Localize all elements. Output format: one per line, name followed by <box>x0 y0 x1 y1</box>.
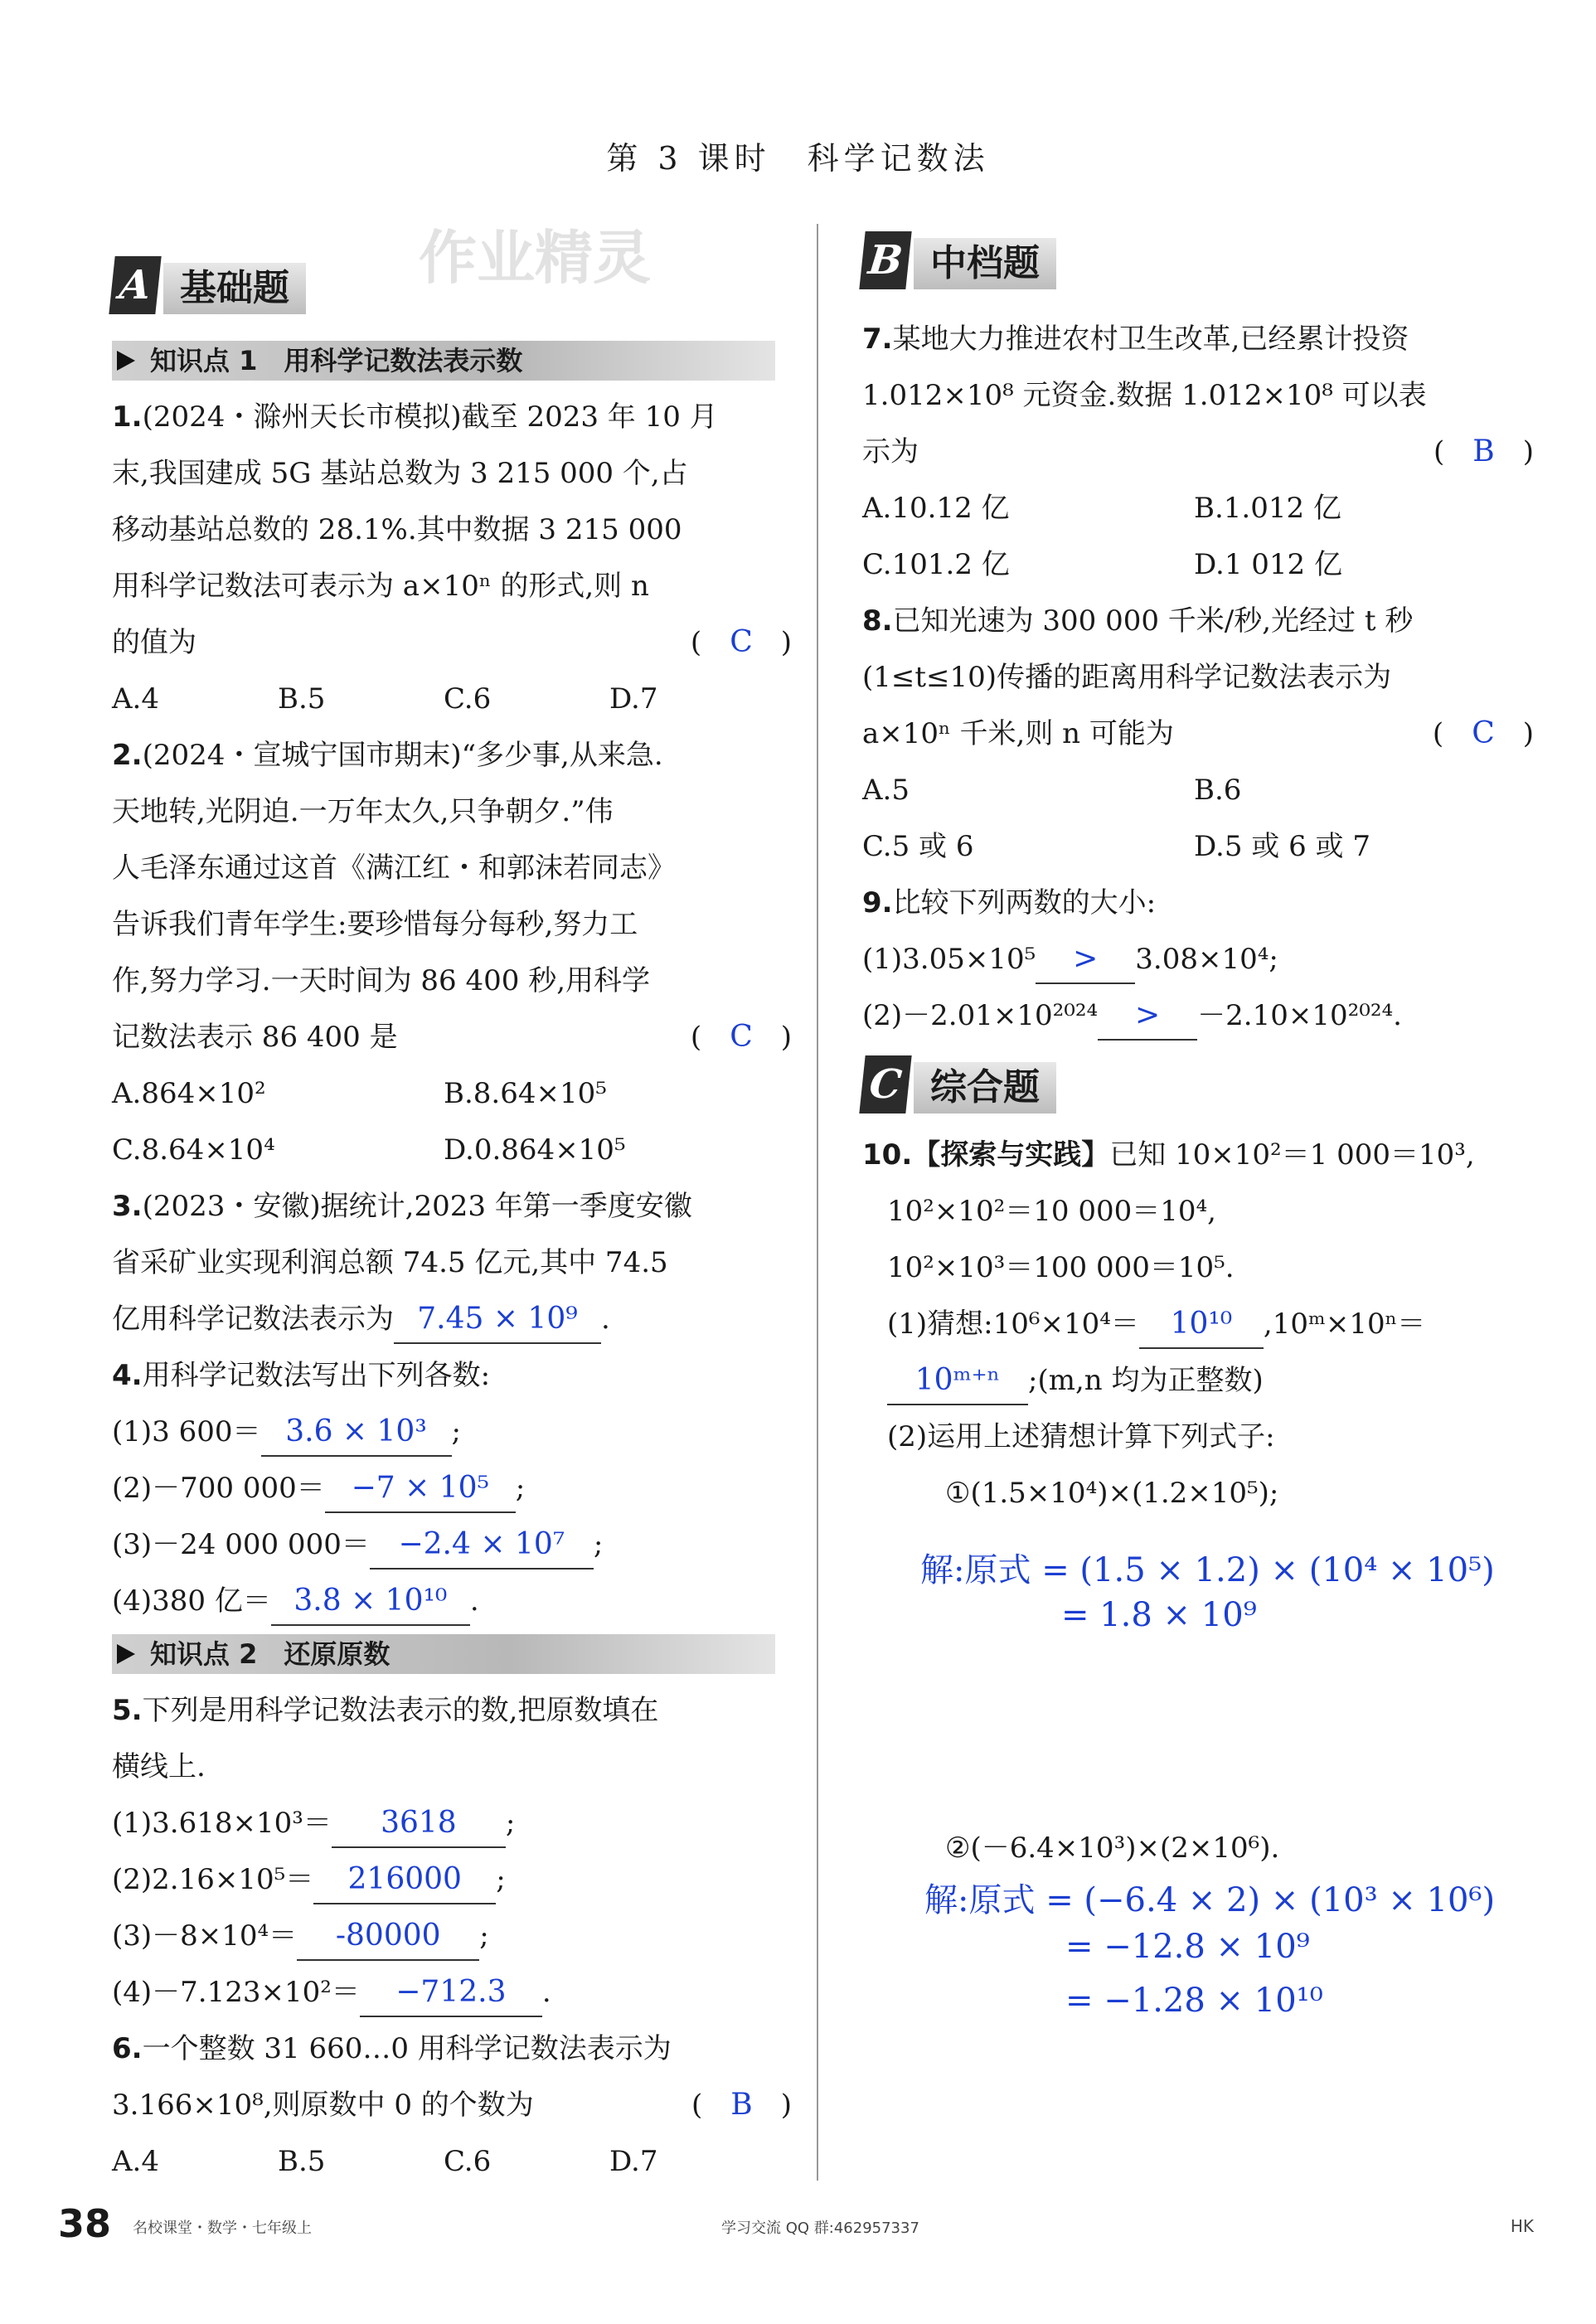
expression: ②(－6.4×10³)×(2×10⁶). <box>945 1832 1280 1865</box>
punct: ; <box>496 1863 506 1896</box>
right-column <box>862 220 1534 1521</box>
answer-choice: B <box>1472 434 1495 468</box>
option: A.5 <box>862 774 910 807</box>
question-text: 某地大力推进农村卫生改革,已经累计投资 <box>892 323 1409 356</box>
question-text: a×10ⁿ 千米,则 n 可能为 <box>862 717 1174 750</box>
question-number: 1. <box>112 400 143 434</box>
answer-bracket: ( B ) <box>691 2077 792 2133</box>
answer-blank <box>261 1409 452 1457</box>
option: A.4 <box>112 682 159 716</box>
expression: ①(1.5×10⁴)×(1.2×10⁵); <box>945 1477 1279 1510</box>
item-label: (3)－24 000 000＝ <box>112 1528 370 1561</box>
item-label: (1)3 600＝ <box>112 1415 261 1448</box>
answer-choice: C <box>1472 716 1495 750</box>
question-number: 9. <box>862 886 893 919</box>
item-label: (4)－7.123×10²＝ <box>112 1976 360 2009</box>
question-text: (2023・安徽)据统计,2023 年第一季度安徽 <box>142 1190 692 1223</box>
answer-blank <box>271 1578 470 1626</box>
solution-line: 解:原式 = (−6.4 × 2) × (10³ × 10⁶) <box>924 1881 1496 1919</box>
answer-text: 3.8 × 10¹⁰ <box>293 1584 448 1618</box>
solution-line: 解:原式 = (1.5 × 1.2) × (10⁴ × 10⁵) <box>920 1551 1495 1589</box>
answer-blank <box>370 1521 594 1570</box>
answer-text: 10¹⁰ <box>1170 1307 1233 1341</box>
question-number: 2. <box>112 739 143 772</box>
punct: ; <box>451 1415 461 1448</box>
answer-blank <box>887 1357 1028 1405</box>
question-text: 用科学记数法可表示为 a×10ⁿ 的形式,则 n <box>112 570 649 603</box>
answer-choice: C <box>730 625 753 659</box>
question-number: 8. <box>862 604 893 638</box>
page-title: 第 3 课时 科学记数法 <box>606 140 990 177</box>
section-a-header <box>112 245 792 336</box>
question-number: 3. <box>112 1190 143 1223</box>
punct: ; <box>593 1528 604 1561</box>
question-text: 末,我国建成 5G 基站总数为 3 215 000 个,占 <box>112 457 688 490</box>
section-b-header <box>862 220 1534 311</box>
question-text: 比较下列两数的大小: <box>892 886 1157 919</box>
question-number: 4. <box>112 1359 143 1392</box>
question-text: 移动基站总数的 28.1%.其中数据 3 215 000 <box>112 513 682 546</box>
option: D.0.864×10⁵ <box>444 1133 626 1167</box>
punct: . <box>541 1976 551 2009</box>
answer-text: −2.4 × 10⁷ <box>398 1527 565 1561</box>
play-triangle-icon <box>117 351 135 371</box>
answer-text: 3618 <box>381 1806 457 1840</box>
question-text: (2024・滁州天长市模拟)截至 2023 年 10 月 <box>142 400 718 434</box>
answer-text: −712.3 <box>395 1975 507 2009</box>
answer-blank <box>332 1800 506 1848</box>
question-number: 5. <box>112 1694 143 1727</box>
question-1 <box>112 389 792 727</box>
answer-bracket: ( C ) <box>691 614 792 671</box>
question-text: (2024・宣城宁国市期末)“多少事,从来急. <box>142 739 663 772</box>
question-number: 10. <box>862 1138 913 1172</box>
question-tag: 【探索与实践】 <box>912 1138 1110 1172</box>
question-text: 横线上. <box>112 1750 206 1783</box>
item-label: (1)3.05×10⁵ <box>862 943 1036 976</box>
solution-line: = −1.28 × 10¹⁰ <box>1065 1982 1323 2020</box>
footer-note: 学习交流 QQ 群:462957337 <box>721 2220 919 2237</box>
option: C.6 <box>444 682 492 716</box>
answer-bracket: ( B ) <box>1433 424 1534 480</box>
knowledge-point-1 <box>112 341 775 381</box>
question-10 <box>862 1127 1534 1521</box>
question-text: 已知 10×10²＝1 000＝10³, <box>1109 1138 1475 1172</box>
question-4 <box>112 1347 792 1629</box>
option: A.10.12 亿 <box>862 492 1010 525</box>
answer-bracket: ( C ) <box>691 1009 792 1065</box>
answer-blank <box>394 1296 601 1344</box>
knowledge-point-label: 知识点 1 用科学记数法表示数 <box>150 345 523 376</box>
question-text: 示为 <box>862 435 919 468</box>
question-text: 已知光速为 300 000 千米/秒,光经过 t 秒 <box>892 604 1414 638</box>
section-name: 综合题 <box>914 1062 1056 1113</box>
option: A.864×10² <box>112 1077 266 1110</box>
item-label: (2)－700 000＝ <box>112 1472 325 1505</box>
item-label: (1)3.618×10³＝ <box>112 1807 332 1840</box>
answer-blank <box>1139 1301 1264 1349</box>
watermark: 作业精灵 <box>419 224 651 292</box>
answer-text: 3.6 × 10³ <box>285 1414 427 1448</box>
options <box>112 1122 792 1178</box>
answer-blank <box>325 1465 516 1513</box>
option: D.7 <box>609 682 658 716</box>
column-divider <box>817 224 818 2181</box>
question-number: 7. <box>862 323 893 356</box>
answer-text: -80000 <box>335 1919 441 1953</box>
item-label: (1)猜想:10⁶×10⁴＝ <box>887 1308 1139 1341</box>
answer-text: 10ᵐ⁺ⁿ <box>914 1363 1001 1397</box>
question-number: 6. <box>112 2032 143 2065</box>
answer-text: 216000 <box>347 1862 462 1896</box>
option: B.5 <box>278 2145 326 2178</box>
section-c-header <box>862 1044 1534 1127</box>
item-label: (2)2.16×10⁵＝ <box>112 1863 314 1896</box>
options <box>112 2133 792 2190</box>
option: C.6 <box>444 2145 492 2178</box>
knowledge-point-2 <box>112 1634 775 1674</box>
answer-choice: C <box>730 1020 753 1054</box>
option: C.5 或 6 <box>862 830 974 863</box>
answer-text: > <box>1135 998 1161 1032</box>
book-title: 名校课堂・数学・七年级上 <box>133 2220 312 2237</box>
question-text: 10²×10²＝10 000＝10⁴, <box>887 1195 1216 1228</box>
option: D.1 012 亿 <box>1194 548 1342 581</box>
section-letter: C <box>859 1055 911 1113</box>
option: D.5 或 6 或 7 <box>1194 830 1370 863</box>
option: C.101.2 亿 <box>862 548 1010 581</box>
punct: . <box>469 1584 479 1618</box>
knowledge-point-label: 知识点 2 还原原数 <box>150 1638 391 1670</box>
answer-bracket: ( C ) <box>1433 706 1534 762</box>
question-text: 告诉我们青年学生:要珍惜每分每秒,努力工 <box>112 908 638 941</box>
question-text: 亿用科学记数法表示为 <box>112 1303 394 1336</box>
option: B.6 <box>1194 774 1242 807</box>
section-name: 中档题 <box>914 238 1056 289</box>
punct: ; <box>515 1472 526 1505</box>
page-footer <box>58 2201 1542 2251</box>
answer-text: 7.45 × 10⁹ <box>417 1302 578 1336</box>
question-text: 的值为 <box>112 626 196 659</box>
left-column <box>112 245 792 2190</box>
question-text: 记数法表示 86 400 是 <box>112 1021 398 1054</box>
question-text: 省采矿业实现利润总额 74.5 亿元,其中 74.5 <box>112 1246 668 1279</box>
question-text: 作,努力学习.一天时间为 86 400 秒,用科学 <box>112 964 651 997</box>
question-text: 一个整数 31 660…0 用科学记数法表示为 <box>142 2032 672 2065</box>
section-name: 基础题 <box>163 263 306 314</box>
play-triangle-icon <box>117 1644 135 1664</box>
question-text: 10²×10³＝100 000＝10⁵. <box>887 1251 1235 1284</box>
question-9 <box>862 875 1534 1044</box>
section-letter: B <box>859 231 911 289</box>
question-6 <box>112 2021 792 2190</box>
option: B.1.012 亿 <box>1194 492 1341 525</box>
punct: ; <box>505 1807 516 1840</box>
answer-choice: B <box>730 2088 753 2122</box>
question-text: 3.166×10⁸,则原数中 0 的个数为 <box>112 2089 534 2122</box>
answer-blank <box>297 1913 479 1961</box>
option: C.8.64×10⁴ <box>112 1133 275 1167</box>
options <box>862 536 1534 593</box>
item-label: (4)380 亿＝ <box>112 1584 271 1618</box>
item-label: ,10ᵐ×10ⁿ＝ <box>1263 1308 1426 1341</box>
question-3: 3.(2023・安徽)据统计,2023 年第一季度安徽 省采矿业实现利润总额 74.5 亿元,其中 74.5 亿用科学记数法表示为 7.45 × 10⁹ . <box>112 1178 792 1347</box>
options <box>862 818 1534 875</box>
answer-blank <box>313 1856 496 1904</box>
item-label: (3)－8×10⁴＝ <box>112 1919 298 1953</box>
options <box>112 671 792 727</box>
question-5 <box>112 1682 792 2021</box>
option: A.4 <box>112 2145 159 2178</box>
question-8 <box>862 593 1534 875</box>
question-7 <box>862 311 1534 593</box>
options <box>112 1065 792 1122</box>
question-text: 天地转,光阴迫.一万年太久,只争朝夕.”伟 <box>112 795 614 828</box>
item-label: －2.10×10²⁰²⁴. <box>1197 999 1402 1032</box>
answer-blank <box>360 1969 542 2017</box>
answer-blank <box>1098 992 1197 1041</box>
question-text: 人毛泽东通过这首《满江红・和郭沫若同志》 <box>112 851 676 885</box>
question-text: (1≤t≤10)传播的距离用科学记数法表示为 <box>862 661 1392 694</box>
question-2 <box>112 727 792 1178</box>
answer-blank <box>1036 936 1135 984</box>
question-text: 用科学记数法写出下列各数: <box>142 1359 491 1392</box>
options <box>862 480 1534 536</box>
section-letter: A <box>109 256 161 314</box>
options <box>862 762 1534 818</box>
edition-code: HK <box>1510 2216 1534 2236</box>
option: B.5 <box>278 682 326 716</box>
item-label: ;(m,n 均为正整数) <box>1028 1364 1264 1397</box>
solution-line: = 1.8 × 10⁹ <box>1061 1596 1257 1634</box>
question-text: 下列是用科学记数法表示的数,把原数填在 <box>142 1694 659 1727</box>
question-text: 1.012×10⁸ 元资金.数据 1.012×10⁸ 可以表 <box>862 379 1427 412</box>
question-text: (2)运用上述猜想计算下列式子: <box>887 1420 1275 1453</box>
item-label: (2)－2.01×10²⁰²⁴ <box>862 999 1099 1032</box>
page-number: 38 <box>58 2201 112 2246</box>
item-label: 3.08×10⁴; <box>1135 943 1278 976</box>
option: B.8.64×10⁵ <box>444 1077 607 1110</box>
answer-text: > <box>1073 942 1099 976</box>
answer-text: −7 × 10⁵ <box>351 1471 489 1505</box>
punct: ; <box>479 1919 489 1953</box>
option: D.7 <box>609 2145 658 2178</box>
solution-line: = −12.8 × 10⁹ <box>1065 1928 1310 1966</box>
